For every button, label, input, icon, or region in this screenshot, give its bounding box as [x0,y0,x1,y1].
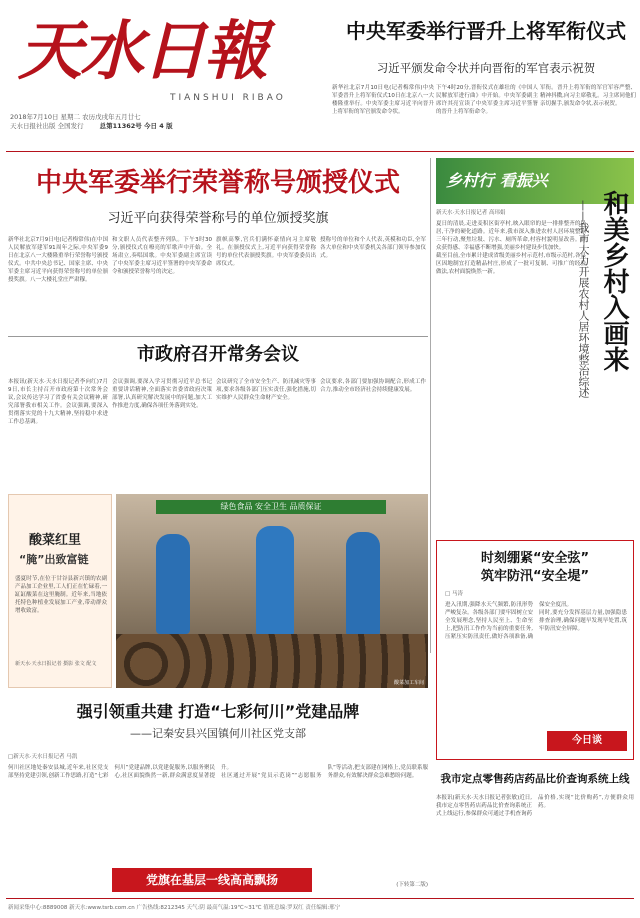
party-body [8,764,428,862]
worker-figure-1 [156,534,190,634]
lead-col3: 旗帜高擎,官兵们满怀豪情向习主席敬礼。在颁授仪式上,习近平向获得荣誉称号的单位代表颁授奖旗。中央军委委员出席仪式。 [216,237,316,267]
party-banner: 党旗在基层一线高高飘扬 [112,868,312,892]
pickle-photo [116,494,428,688]
party-body-p2: 社区通过开展“党员示范岗”“志愿服务队”等活动,把支部建在网格上,党员联系服务群众,有效解决群众急难愁盼问题。 [221,765,428,779]
safety-body [445,601,627,721]
party-jump: (下转第二版) [396,882,428,888]
pickle-box [8,494,112,688]
masthead-pinyin: TIANSHUI RIBAO [170,93,286,103]
lead-col4: 授称号的单位和个人代表,英模和功臣,全军各大单位和中央军委机关各部门领导参加仪式。 [320,237,426,259]
worker-figure-2 [256,526,294,636]
footer-rule [6,898,634,899]
factory-sign: 绿色食品 安全卫生 品质保证 [156,500,386,514]
rural-subheadline: ——我市大力开展农村人居环境整治综述 [577,200,590,398]
rural-body-p2: 截至目前,全市累计建成省级美丽乡村示范村,市级示范村,各县区因地制宜打造精品村庄,形成了一批可复制、可推广的经验做法,农村面貌焕然一新。 [436,253,586,275]
rural-headline: 和美乡村入画来 [599,190,629,372]
footer-info: 新闻采集中心:8889008 新天水:www.tsrb.com.cn 广告热线:8212345 天气:阴 最高气温:19℃~31℃ 值班总编:罗双红 责任编辑:邢宁 [8,905,341,911]
masthead-logo: 天水日報 [18,14,266,89]
safety-body-p1: 进入汛期,强降水天气频繁,防汛形势严峻复杂。各级各部门要牢固树立安全发展理念,坚持人民至上、生命至上,把防汛工作作为当前的重要任务,压紧压实防汛责任,做好各项准备,确保安全度汛。 [445,602,573,640]
safety-headline-2: 筑牢防汛“安全堤” [480,569,590,584]
top-story-col2: 下午4时20分,晋衔仪式在雄壮的《中国人民解放军进行曲》中开始。中央军委副主席许其亮宣读了中央军委主席习近平签署的晋升上将军衔命令。 [436,85,538,115]
top-story-col1: 新华社北京7月10日电(记者梅常伟)中央军委晋升上将军衔仪式10日在北京八一大楼隆重举行。中央军委主席习近平向晋升上将军衔的军官颁发命令状。 [332,85,434,115]
date-line: 2018年7月10日 星期二 农历戊戌年五月廿七 [10,113,141,121]
worker-figure-3 [346,532,380,636]
council-col2: 会议强调,要深入学习贯彻习近平总书记重要讲话精神,全面落实省委省政府决策部署,认真研究解决发展中的问题,加大工作推进力度,确保各项任务落到实处。 [112,379,212,409]
pharmacy-body: 本报讯(新天水·天水日报记者张敏)近日,我市定点零售药店药品比价查询系统正式上线运行,参保群众可通过手机查询药品价格,实现“比价购药”,方便群众用药。 [436,795,634,817]
rural-byline: 新天水·天水日报记者 高玮娟 [436,210,506,216]
lead-headline: 中央军委举行荣誉称号颁授仪式 [35,168,400,198]
masthead-meta [10,113,340,139]
safety-tag: 今日谈 [547,731,627,751]
safety-box [436,540,634,760]
pickle-subheadline: “腌”出致富链 [19,553,89,566]
top-headline: 中央军委举行晋升上将军衔仪式 [346,19,626,43]
pickle-headline: 酸菜红里 [29,533,82,548]
council-rule [8,336,428,337]
safety-byline: □ 马涛 [445,591,463,597]
top-story-col3: 军衔。晋升上将军衔的军官军容严整、精神抖擞,向习主席敬礼。习主席同他们亲切握手,颁发命令状,表示祝贺。 [540,85,636,107]
column-divider [430,158,431,653]
masthead-rule [6,151,634,152]
top-subheadline: 习近平颁发命令状并向晋衔的军官表示祝贺 [376,61,596,75]
council-col1: 本报讯(新天水·天水日报记者李向红)7月9日,市长主持召开市政府第十次常务会议,会议传达学习了省委有关会议精神,研究部署我市相关工作。会议强调,要深入贯彻落实党的十九大精神,坚持稳中求进工作总基调。 [8,379,108,425]
lead-col2: 和文职人员代表整齐列队。下午3时30分,颁授仪式在嘹亮的军歌声中开始。全场肃立,奏唱国歌。中央军委副主席宣读了中央军委主席习近平签署的中央军委命令和颁授荣誉称号的决定。 [112,237,212,275]
pickle-vats [116,634,428,688]
lead-subheadline: 习近平向获得荣誉称号的单位颁授奖旗 [107,211,329,226]
council-headline: 市政府召开常务会议 [137,344,299,365]
party-byline: □新天水·天水日报记者 马凯 [8,754,78,760]
party-headline: 强引领重共建 打造“七彩何川”党建品牌 [76,702,360,721]
safety-headline-1: 时刻绷紧“安全弦” [480,551,590,566]
pickle-body: 盛夏时节,在位于甘谷县新兴镇的农副产品加工企业里,工人们正在忙碌着,一缸缸酸菜在这里腌制。近年来,当地依托特色种植业发展加工产业,带动群众增收致富。 [15,576,107,614]
safety-body-p2: 同时,要充分发挥基层力量,加强隐患排查治理,确保问题早发现早处置,筑牢防汛安全屏障。 [539,610,627,632]
photo-caption: 酸菜加工车间 [393,680,424,686]
rural-body-p1: 夏日的清晨,走进麦积区街亭村,映入眼帘的是一排排整齐的民居,干净的硬化道路。近年来,我市深入推进农村人居环境整治三年行动,聚焦垃圾、污水、厕所革命,村容村貌明显改善。群众获得感、幸福感不断增强,美丽乡村建设步伐加快。 [436,221,586,251]
council-col4: 会议要求,各部门要加强协调配合,形成工作合力,推动全市经济社会持续健康发展。 [320,379,426,393]
issue-number: 总第11362号 今日 4 版 [99,122,173,130]
pickle-credit: 新天水·天水日报记者 摄影 张文 配文 [15,661,97,667]
publisher-line: 天水日报社出版 全国发行 [10,122,84,130]
council-col3: 会议研究了全市安全生产、防汛减灾等事项,要求各级各部门压实责任,强化措施,切实维护人民群众生命财产安全。 [216,379,316,401]
lead-col1: 新华社北京7月9日电(记者梅常伟)在中国人民解放军建军91周年之际,中央军委9日在北京八一大楼隆重举行荣誉称号颁授仪式。中共中央总书记、国家主席、中央军委主席习近平向获得荣誉称号的单位颁授奖旗。八一大楼礼堂庄严肃穆。 [8,237,108,283]
pharmacy-headline: 我市定点零售药店药品比价查询系统上线 [440,773,630,785]
rural-banner-text: 乡村行 看振兴 [446,171,548,190]
party-body-p1: 何川社区地处秦安县城,近年来,社区党支部坚持党建引领,创新工作思路,打造“七彩何川”党建品牌,以党建促服务,以服务聚民心,社区面貌焕然一新,群众满意度显著提升。 [8,765,233,779]
party-subheadline: ——记秦安县兴国镇何川社区党支部 [130,727,306,740]
